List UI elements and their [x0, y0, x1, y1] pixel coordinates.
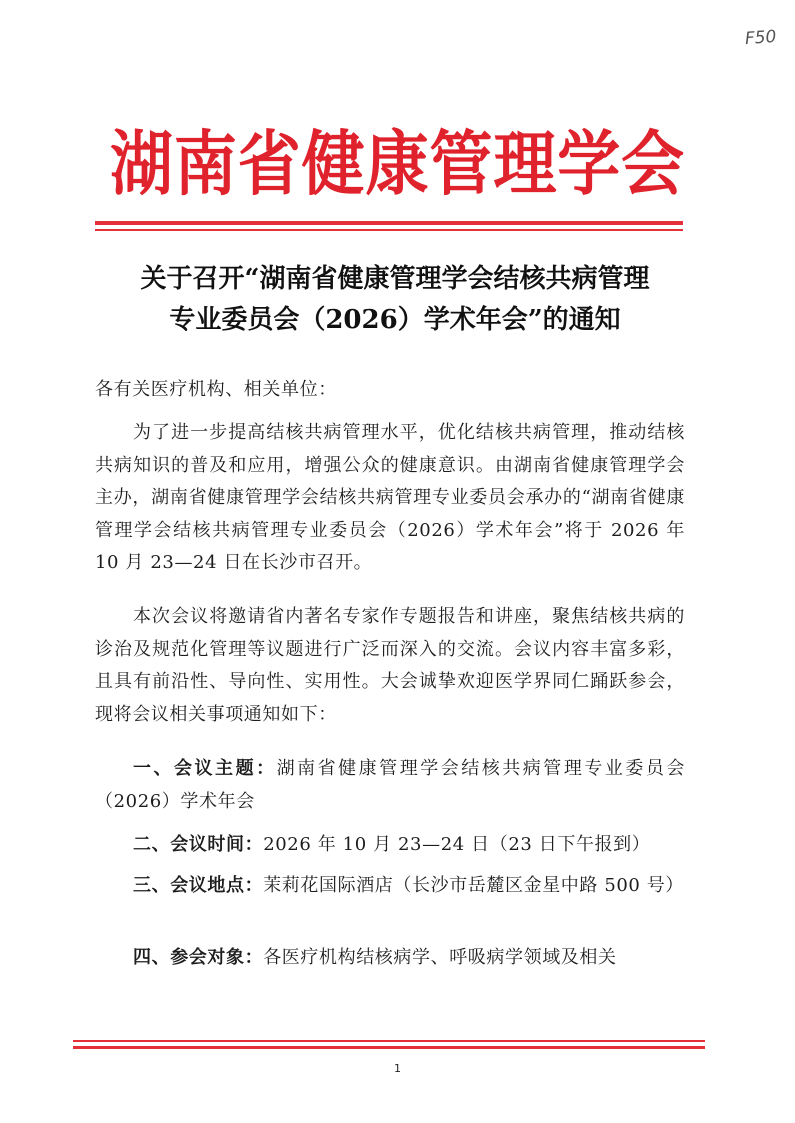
page-number: 1 [394, 1062, 401, 1075]
item-text: 茉莉花国际酒店（长沙市岳麓区金星中路 500 号） [263, 875, 685, 896]
item-meeting-theme [95, 753, 685, 818]
letterhead-rule-thin [95, 229, 683, 231]
item-text: 湖南省健康管理学会结核共病管理专业委员会（2026）学术年会 [95, 758, 685, 812]
item-participants [95, 942, 685, 975]
notice-title-line-2: 专业委员会（2026）学术年会”的通知 [169, 305, 621, 335]
letterhead-rule-thick [95, 221, 683, 225]
item-text: 2026 年 10 月 23—24 日（23 日下午报到） [263, 834, 651, 855]
item-text: 各医疗机构结核病学、呼吸病学领域及相关 [263, 947, 617, 968]
item-label: 二、会议时间： [133, 834, 264, 855]
paragraph-intro: 为了进一步提高结核共病管理水平，优化结核共病管理，推动结核共病知识的普及和应用，增强公众的健康意识。由湖南省健康管理学会主办，湖南省健康管理学会结核共病管理专业委员会承办的“湖南省健康管理学会结核共病管理专业委员会（2026）学术年会”将于 2026 年 10 月 23—24 日在长沙市召开。 [95, 422, 685, 573]
organization-letterhead: 湖南省健康管理学会 [109, 122, 686, 205]
paragraph-meeting-overview: 本次会议将邀请省内著名专家作专题报告和讲座，聚焦结核共病的诊治及规范化管理等议题进行广泛而深入的交流。会议内容丰富多彩，且具有前沿性、导向性、实用性。大会诚挚欢迎医学界同仁踊跃参会，现将会议相关事项通知如下： [95, 606, 685, 725]
item-label: 四、参会对象： [133, 947, 264, 968]
footer-rule-thick [73, 1046, 705, 1049]
item-meeting-time [95, 829, 685, 862]
handwritten-note: F50 [744, 26, 778, 50]
item-label: 一、会议主题： [133, 758, 277, 779]
item-meeting-venue [95, 870, 685, 903]
salutation: 各有关医疗机构、相关单位： [95, 379, 337, 400]
notice-title-line-1: 关于召开“湖南省健康管理学会结核共病管理 [140, 264, 650, 294]
item-label: 三、会议地点： [133, 875, 264, 896]
footer-rule-thin [73, 1040, 705, 1042]
